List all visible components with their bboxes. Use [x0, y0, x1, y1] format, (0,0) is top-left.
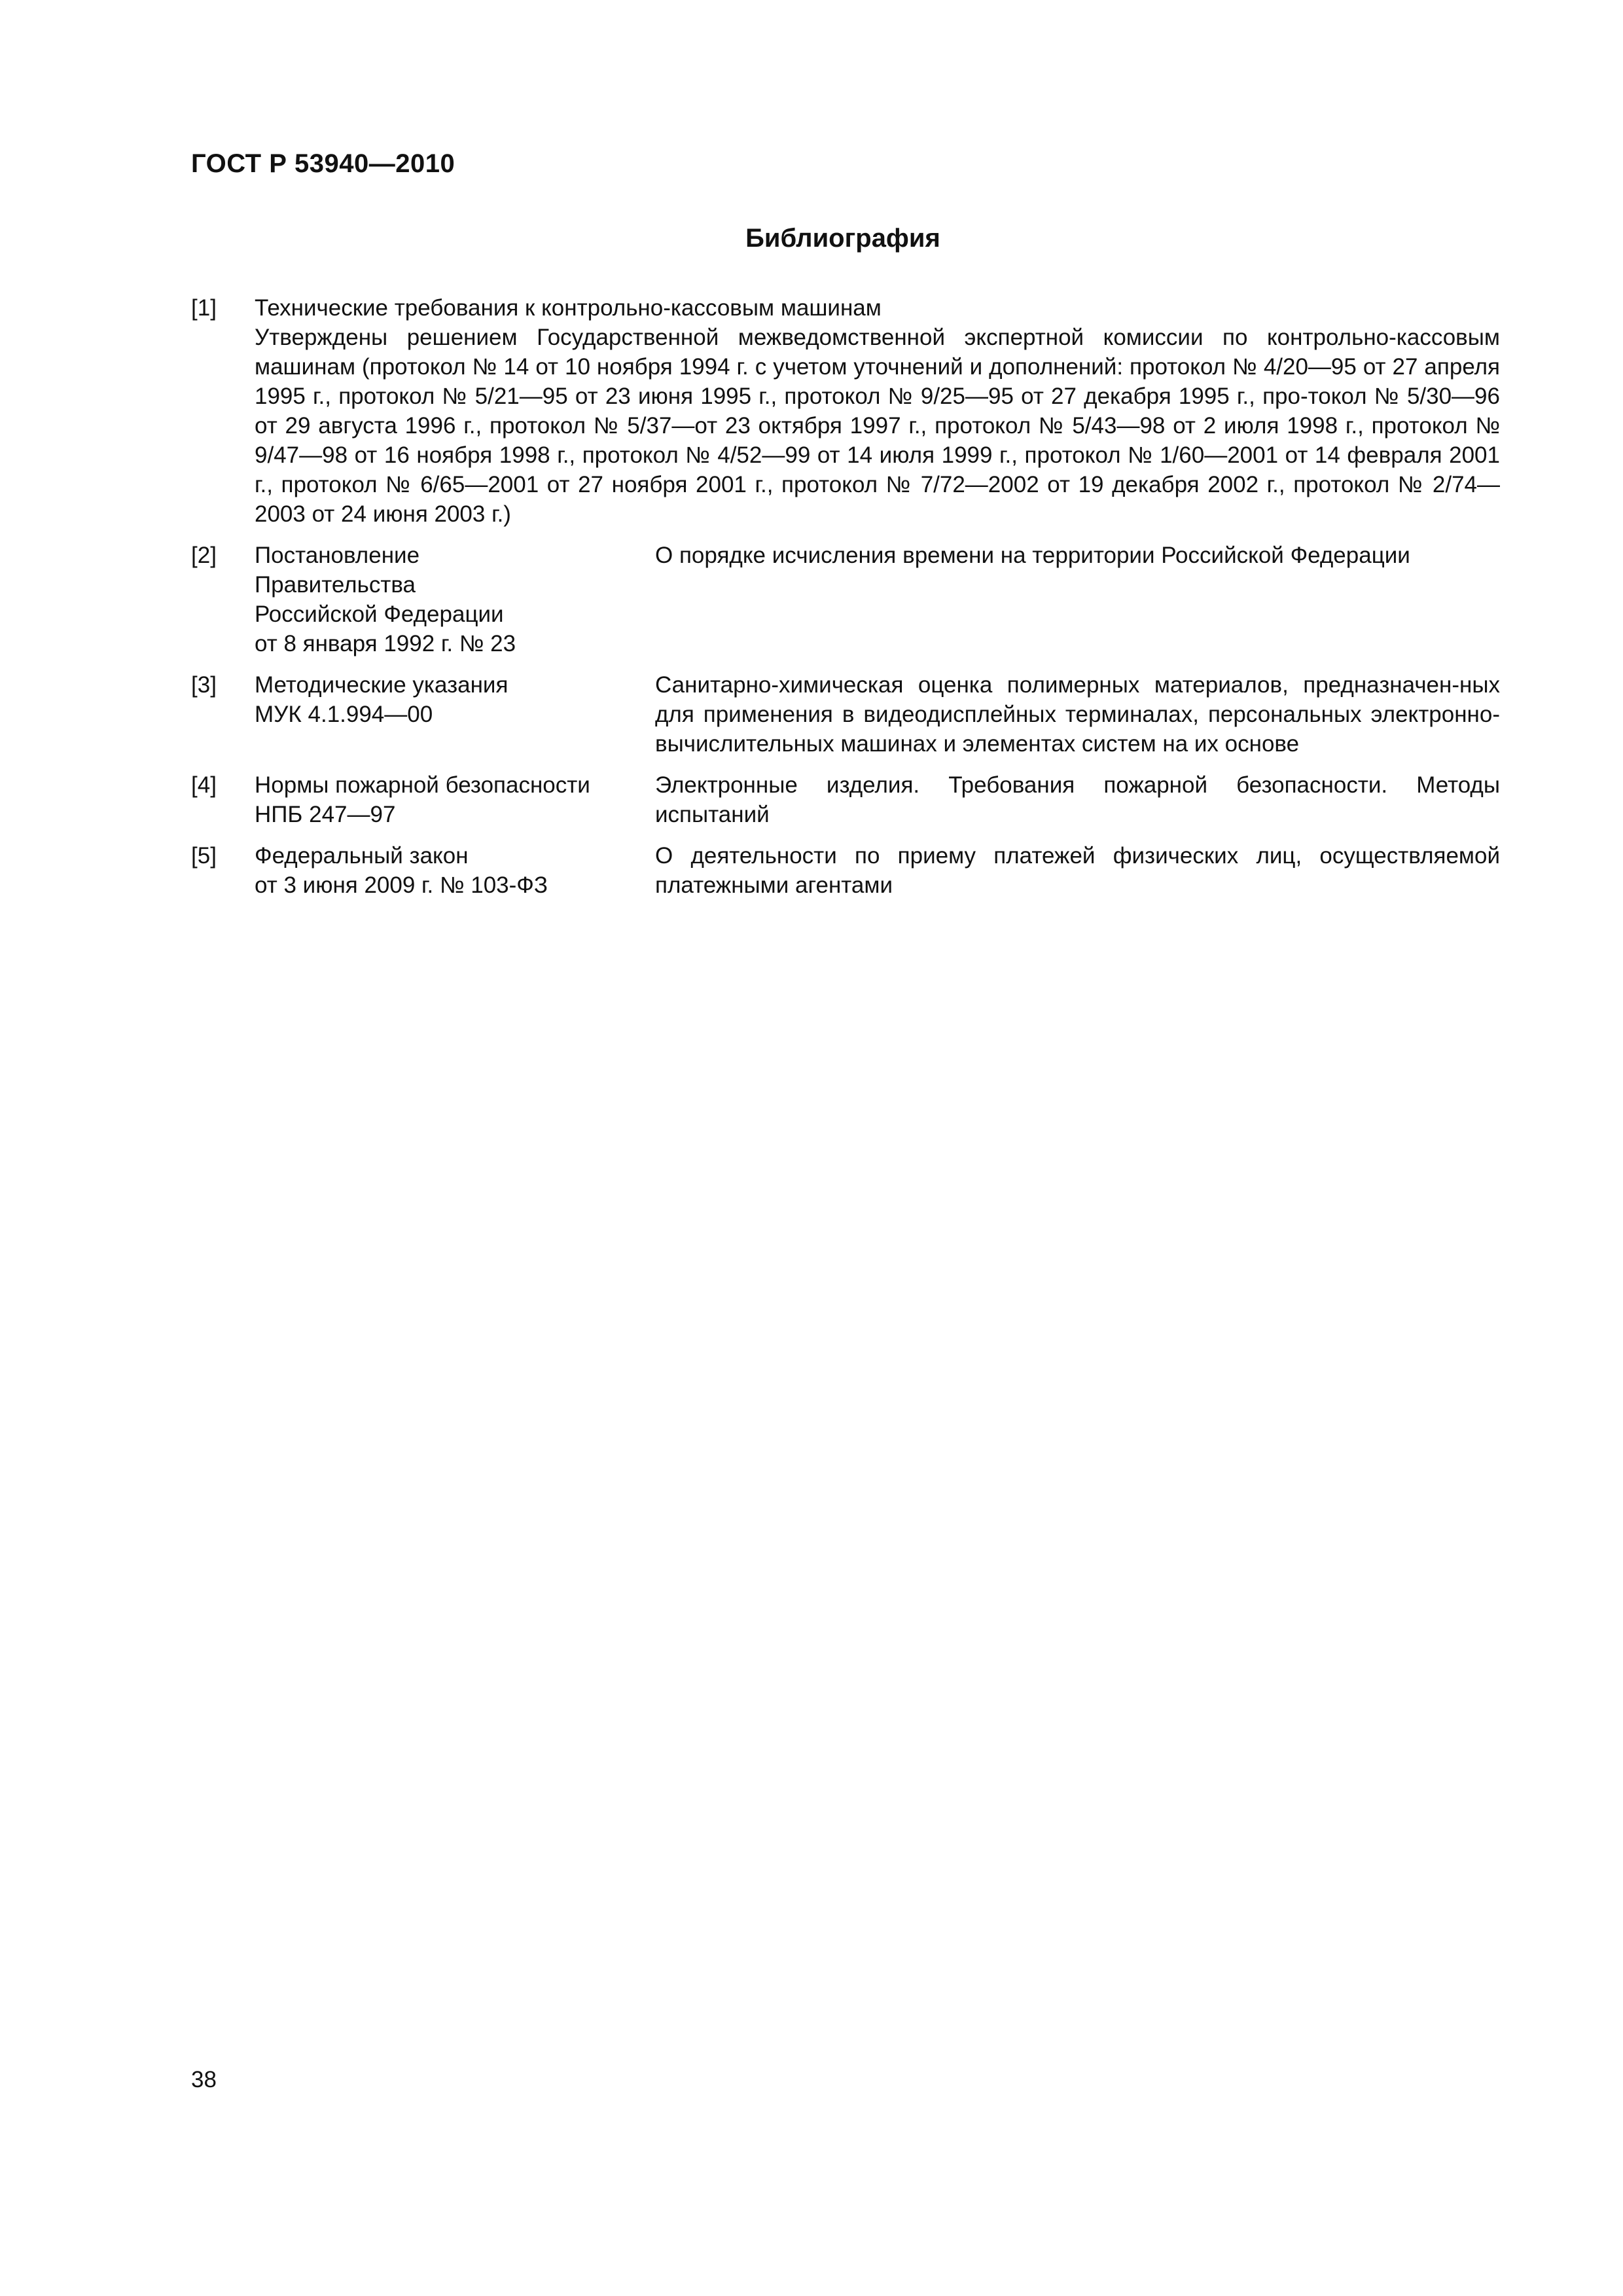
entry-source-line: Правительства [255, 572, 416, 598]
entry-description: О порядке исчисления времени на территории Российской Федерации [655, 543, 1410, 568]
entry-body [255, 293, 1500, 529]
page-number: 38 [191, 2067, 217, 2092]
entry-source [255, 541, 655, 658]
bibliography-entry [191, 293, 1500, 529]
entry-source-line: Постановление [255, 543, 420, 568]
entry-text: Утверждены решением Государственной межведомственной экспертной комиссии по контрольно-кассовым машинам (протокол № 14 от 10 ноября 1994 г. с учетом уточнений и дополнений: протокол № 4/20—95 от 27 апреля 1995 г., протокол № 5/21—95 от 23 июня 1995 г., протокол № 9/25—95 от 27 декабря 1995 г., про-токол № 5/30—96 от 29 августа 1996 г., протокол № 5/37—от 23 октября 1997 г., протокол № 5/43—98 от 2 июля 1998 г., протокол № 9/47—98 от 16 ноября 1998 г., протокол № 4/52—99 от 14 июля 1999 г., протокол № 1/60—2001 от 14 февраля 2001 г., протокол № 6/65—2001 от 27 ноября 2001 г., протокол № 7/72—2002 от 19 декабря 2002 г., протокол № 2/74—2003 от 24 июня 2003 г.) [255, 325, 1500, 527]
entry-description: Электронные изделия. Требования пожарной безопасности. Методы испытаний [655, 772, 1500, 827]
bibliography-list [191, 293, 1500, 912]
entry-description: О деятельности по приему платежей физических лиц, осуществляемой платежными агентами [655, 843, 1500, 898]
bibliography-entry [191, 841, 1500, 900]
entry-number: [5] [191, 843, 217, 869]
entry-source-line: НПБ 247—97 [255, 802, 396, 827]
bibliography-entry [191, 541, 1500, 658]
entry-number: [1] [191, 295, 217, 321]
section-title: Библиография [745, 224, 940, 253]
entry-title: Технические требования к контрольно-кассовым машинам [255, 295, 882, 321]
entry-source-line: Российской Федерации [255, 601, 504, 627]
entry-source [255, 841, 655, 900]
entry-source [255, 670, 655, 759]
document-code: ГОСТ Р 53940—2010 [191, 149, 455, 178]
bibliography-entry [191, 770, 1500, 829]
entry-number: [3] [191, 672, 217, 698]
entry-source [255, 770, 655, 829]
entry-source-line: МУК 4.1.994—00 [255, 702, 433, 727]
entry-number: [2] [191, 543, 217, 568]
entry-source-line: Федеральный закон [255, 843, 469, 869]
entry-source-line: от 3 июня 2009 г. № 103-ФЗ [255, 872, 548, 898]
entry-description: Санитарно-химическая оценка полимерных материалов, предназначен-ных для применения в видеодисплейных терминалах, персональных электронно-вычислительных машинах и элементах систем на их основе [655, 672, 1500, 757]
entry-source-line: Нормы пожарной безопасности [255, 772, 590, 798]
entry-source-line: от 8 января 1992 г. № 23 [255, 631, 516, 656]
bibliography-entry [191, 670, 1500, 759]
entry-number: [4] [191, 772, 217, 798]
entry-source-line: Методические указания [255, 672, 508, 698]
